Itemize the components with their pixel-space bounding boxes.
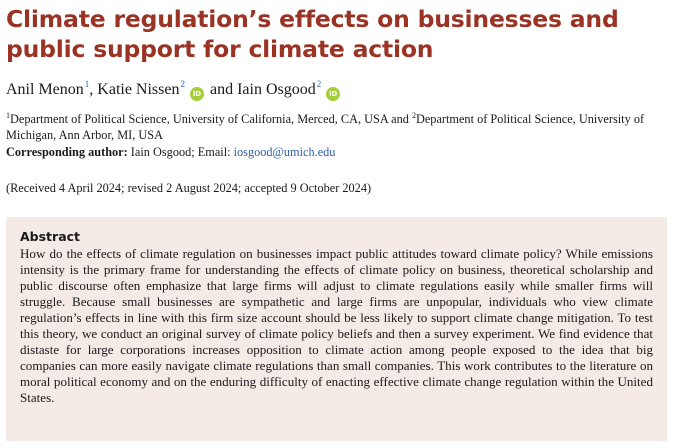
abstract-heading: Abstract <box>20 229 81 244</box>
corresponding-author <box>6 144 335 160</box>
paper-title: Climate regulation’s effects on businesses and public support for climate action <box>6 5 619 63</box>
abstract-box <box>6 217 667 441</box>
author-name: Katie Nissen <box>97 81 180 98</box>
affiliation-text: Department of Political Science, University of Michigan, Ann Arbor, MI, USA <box>6 112 645 142</box>
author-separator: , <box>89 81 98 98</box>
affiliation-text: Department of Political Science, University of California, Merced, CA, USA and <box>10 112 412 126</box>
author-name: Iain Osgood <box>237 81 316 98</box>
email-link[interactable]: iosgood@umich.edu <box>233 145 336 159</box>
abstract-text: How do the effects of climate regulation on businesses impact public attitudes toward climate policy? While emissions intensity is the primary frame for understanding the effects of climate policy on business, theoretical scholarship and public discourse often emphasize that large firms will adjust to climate regulations easily while smaller firms will struggle. Because small businesses are sympathetic and large firms are unpopular, individuals who view climate regulation’s effects in line with this firm size account should be less likely to support climate change mitigation. To test this theory, we conduct an original survey of climate policy beliefs and then a survey experiment. We find evidence that distaste for large corporations increases opposition to climate action among people exposed to the idea that big companies can more easily navigate climate regulations than small companies. This work contributes to the literature on moral political economy and on the enduring difficulty of enacting effective climate change regulation within the United States. <box>20 246 653 405</box>
author-separator: and <box>205 81 238 98</box>
author-list <box>6 80 342 101</box>
affiliation-mark[interactable]: 1 <box>84 79 90 89</box>
affiliations <box>6 112 656 143</box>
affiliation-mark[interactable]: 2 <box>316 79 322 89</box>
corresponding-name: Iain Osgood; Email: <box>127 145 234 159</box>
affiliation-mark[interactable]: 2 <box>180 79 185 89</box>
affiliation-mark: 2 <box>411 111 416 120</box>
author-name: Anil Menon <box>6 81 84 98</box>
received-dates: (Received 4 April 2024; revised 2 August 2024; accepted 9 October 2024) <box>6 181 372 195</box>
orcid-icon[interactable]: iD <box>190 87 204 101</box>
orcid-icon[interactable]: iD <box>326 87 340 101</box>
corresponding-label: Corresponding author: <box>6 145 128 159</box>
affiliation-mark: 1 <box>6 111 10 120</box>
